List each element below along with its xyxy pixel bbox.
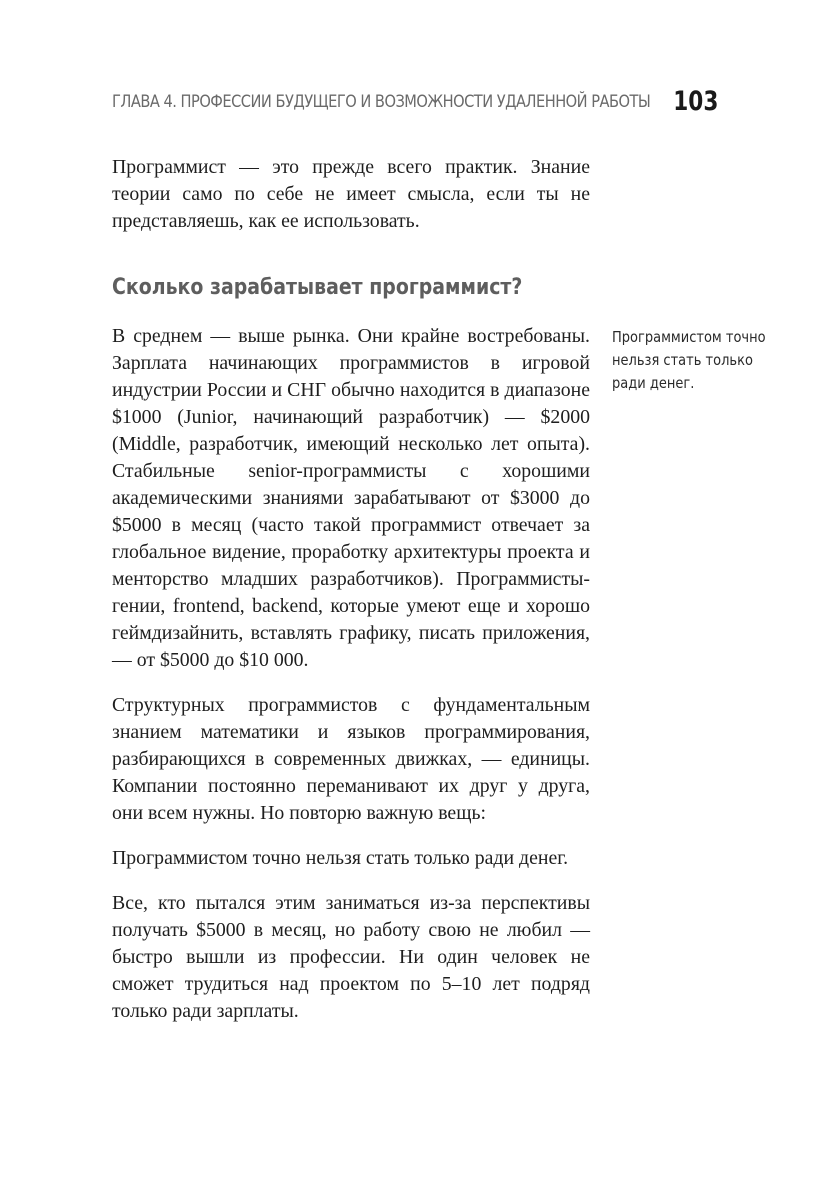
main-text-column [112,154,590,1043]
paragraph-structural-programmers: Структурных программистов с фундаментальным знанием математики и языков программирования, разбирающихся в современных движках, — единицы. Компании постоянно переманивают их друг у друга, они всем нужны. Но повторю важную вещь: [112,694,590,824]
section-heading: Сколько зарабатывает программист? [112,275,523,300]
paragraph-key-point: Программистом точно нельзя стать только ради денег. [112,847,569,869]
margin-note [612,326,802,395]
page-number: 103 [672,86,718,117]
margin-note-text: Программистом точно нельзя стать только ради денег. [612,328,766,392]
chapter-title: ГЛАВА 4. ПРОФЕССИИ БУДУЩЕГО И ВОЗМОЖНОСТИ УДАЛЕННОЙ РАБОТЫ [112,92,651,112]
paragraph-conclusion: Все, кто пытался этим заниматься из-за перспективы получать $5000 в месяц, но работу свою не любил — быстро вышли из профессии. Ни один человек не сможет трудиться над проектом по 5–10 лет подряд только ради зарплаты. [112,892,590,1022]
running-header [112,86,722,120]
paragraph-salary: В среднем — выше рынка. Они крайне востребованы. Зарплата начинающих программистов в игровой индустрии России и СНГ обычно находится в диапазоне $1000 (Junior, начинающий разработчик) — $2000 (Middle, разработчик, имеющий несколько лет опыта). Стабильные senior-программисты с хорошими академическими знаниями зарабатывают от $3000 до $5000 в месяц (часто такой программист отвечает за глобальное видение, проработку архитектуры проекта и менторство младших разработчиков). Программисты-гении, frontend, backend, которые умеют еще и хорошо геймдизайнить, вставлять графику, писать приложения, — от $5000 до $10 000. [112,325,590,671]
intro-paragraph: Программист — это прежде всего практик. Знание теории само по себе не имеет смысла, если ты не представляешь, как ее использовать. [112,156,590,232]
